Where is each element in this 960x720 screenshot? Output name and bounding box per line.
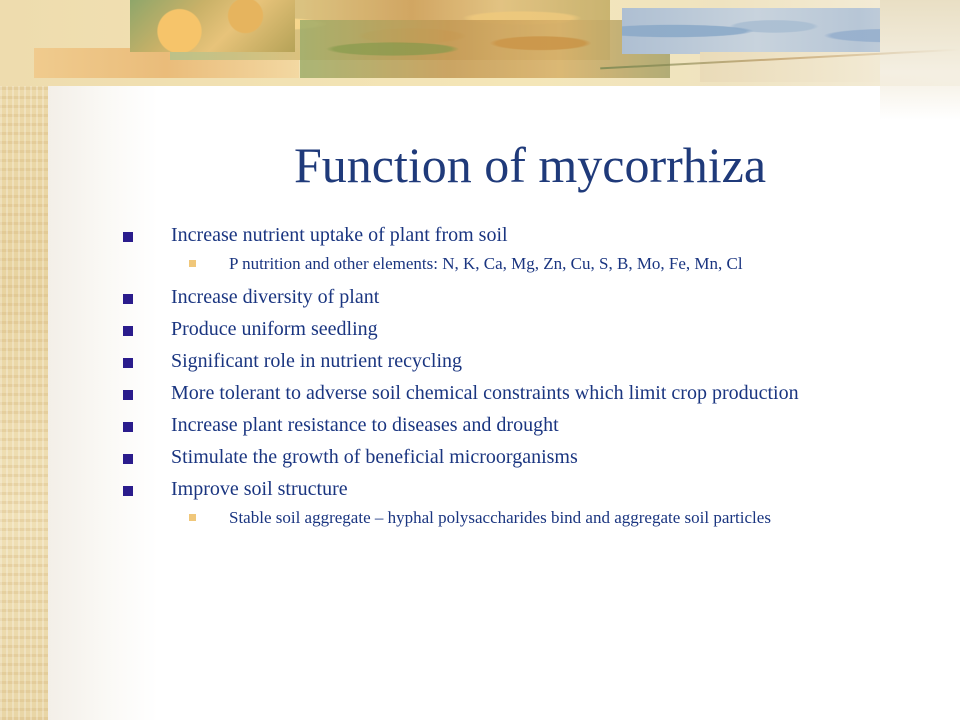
bullet-item: [123, 414, 903, 436]
bullet-item: [123, 478, 903, 500]
bullet-text: Stimulate the growth of beneficial microorganisms: [171, 446, 578, 468]
sub-bullet-text: Stable soil aggregate – hyphal polysaccharides bind and aggregate soil particles: [229, 508, 771, 527]
bullet-text: Produce uniform seedling: [171, 318, 378, 340]
bullet-text: More tolerant to adverse soil chemical constraints which limit crop production: [171, 382, 799, 404]
sub-bullet-text: P nutrition and other elements: N, K, Ca, Mg, Zn, Cu, S, B, Mo, Fe, Mn, Cl: [229, 254, 743, 273]
square-bullet-icon: [123, 358, 133, 368]
bullet-text: Significant role in nutrient recycling: [171, 350, 463, 372]
square-bullet-icon: [123, 294, 133, 304]
bullet-item: [123, 350, 903, 372]
bullet-text: Improve soil structure: [171, 478, 348, 500]
banner-image-tile: [300, 20, 670, 78]
left-decorative-strip: [0, 0, 52, 720]
sub-bullet-item: [229, 254, 903, 273]
bullet-text: Increase diversity of plant: [171, 286, 380, 308]
bullet-item: [123, 382, 903, 404]
square-bullet-icon: [123, 422, 133, 432]
bullet-item: [123, 318, 903, 340]
bullet-item: [123, 224, 903, 246]
square-sub-bullet-icon: [189, 514, 196, 521]
slide-title: Function of mycorrhiza: [293, 137, 767, 193]
square-bullet-icon: [123, 326, 133, 336]
square-bullet-icon: [123, 390, 133, 400]
square-bullet-icon: [123, 454, 133, 464]
square-sub-bullet-icon: [189, 260, 196, 267]
bullet-text: Increase plant resistance to diseases and drought: [171, 414, 559, 436]
bullet-item: [123, 286, 903, 308]
sub-bullet-item: [229, 508, 903, 527]
banner-image-tile: [130, 0, 295, 52]
bullet-text: Increase nutrient uptake of plant from soil: [171, 224, 508, 246]
banner-image-tile: [880, 0, 960, 120]
bullet-item: [123, 446, 903, 468]
square-bullet-icon: [123, 486, 133, 496]
bullet-list: [123, 224, 903, 540]
square-bullet-icon: [123, 232, 133, 242]
top-decorative-banner: [0, 0, 960, 86]
